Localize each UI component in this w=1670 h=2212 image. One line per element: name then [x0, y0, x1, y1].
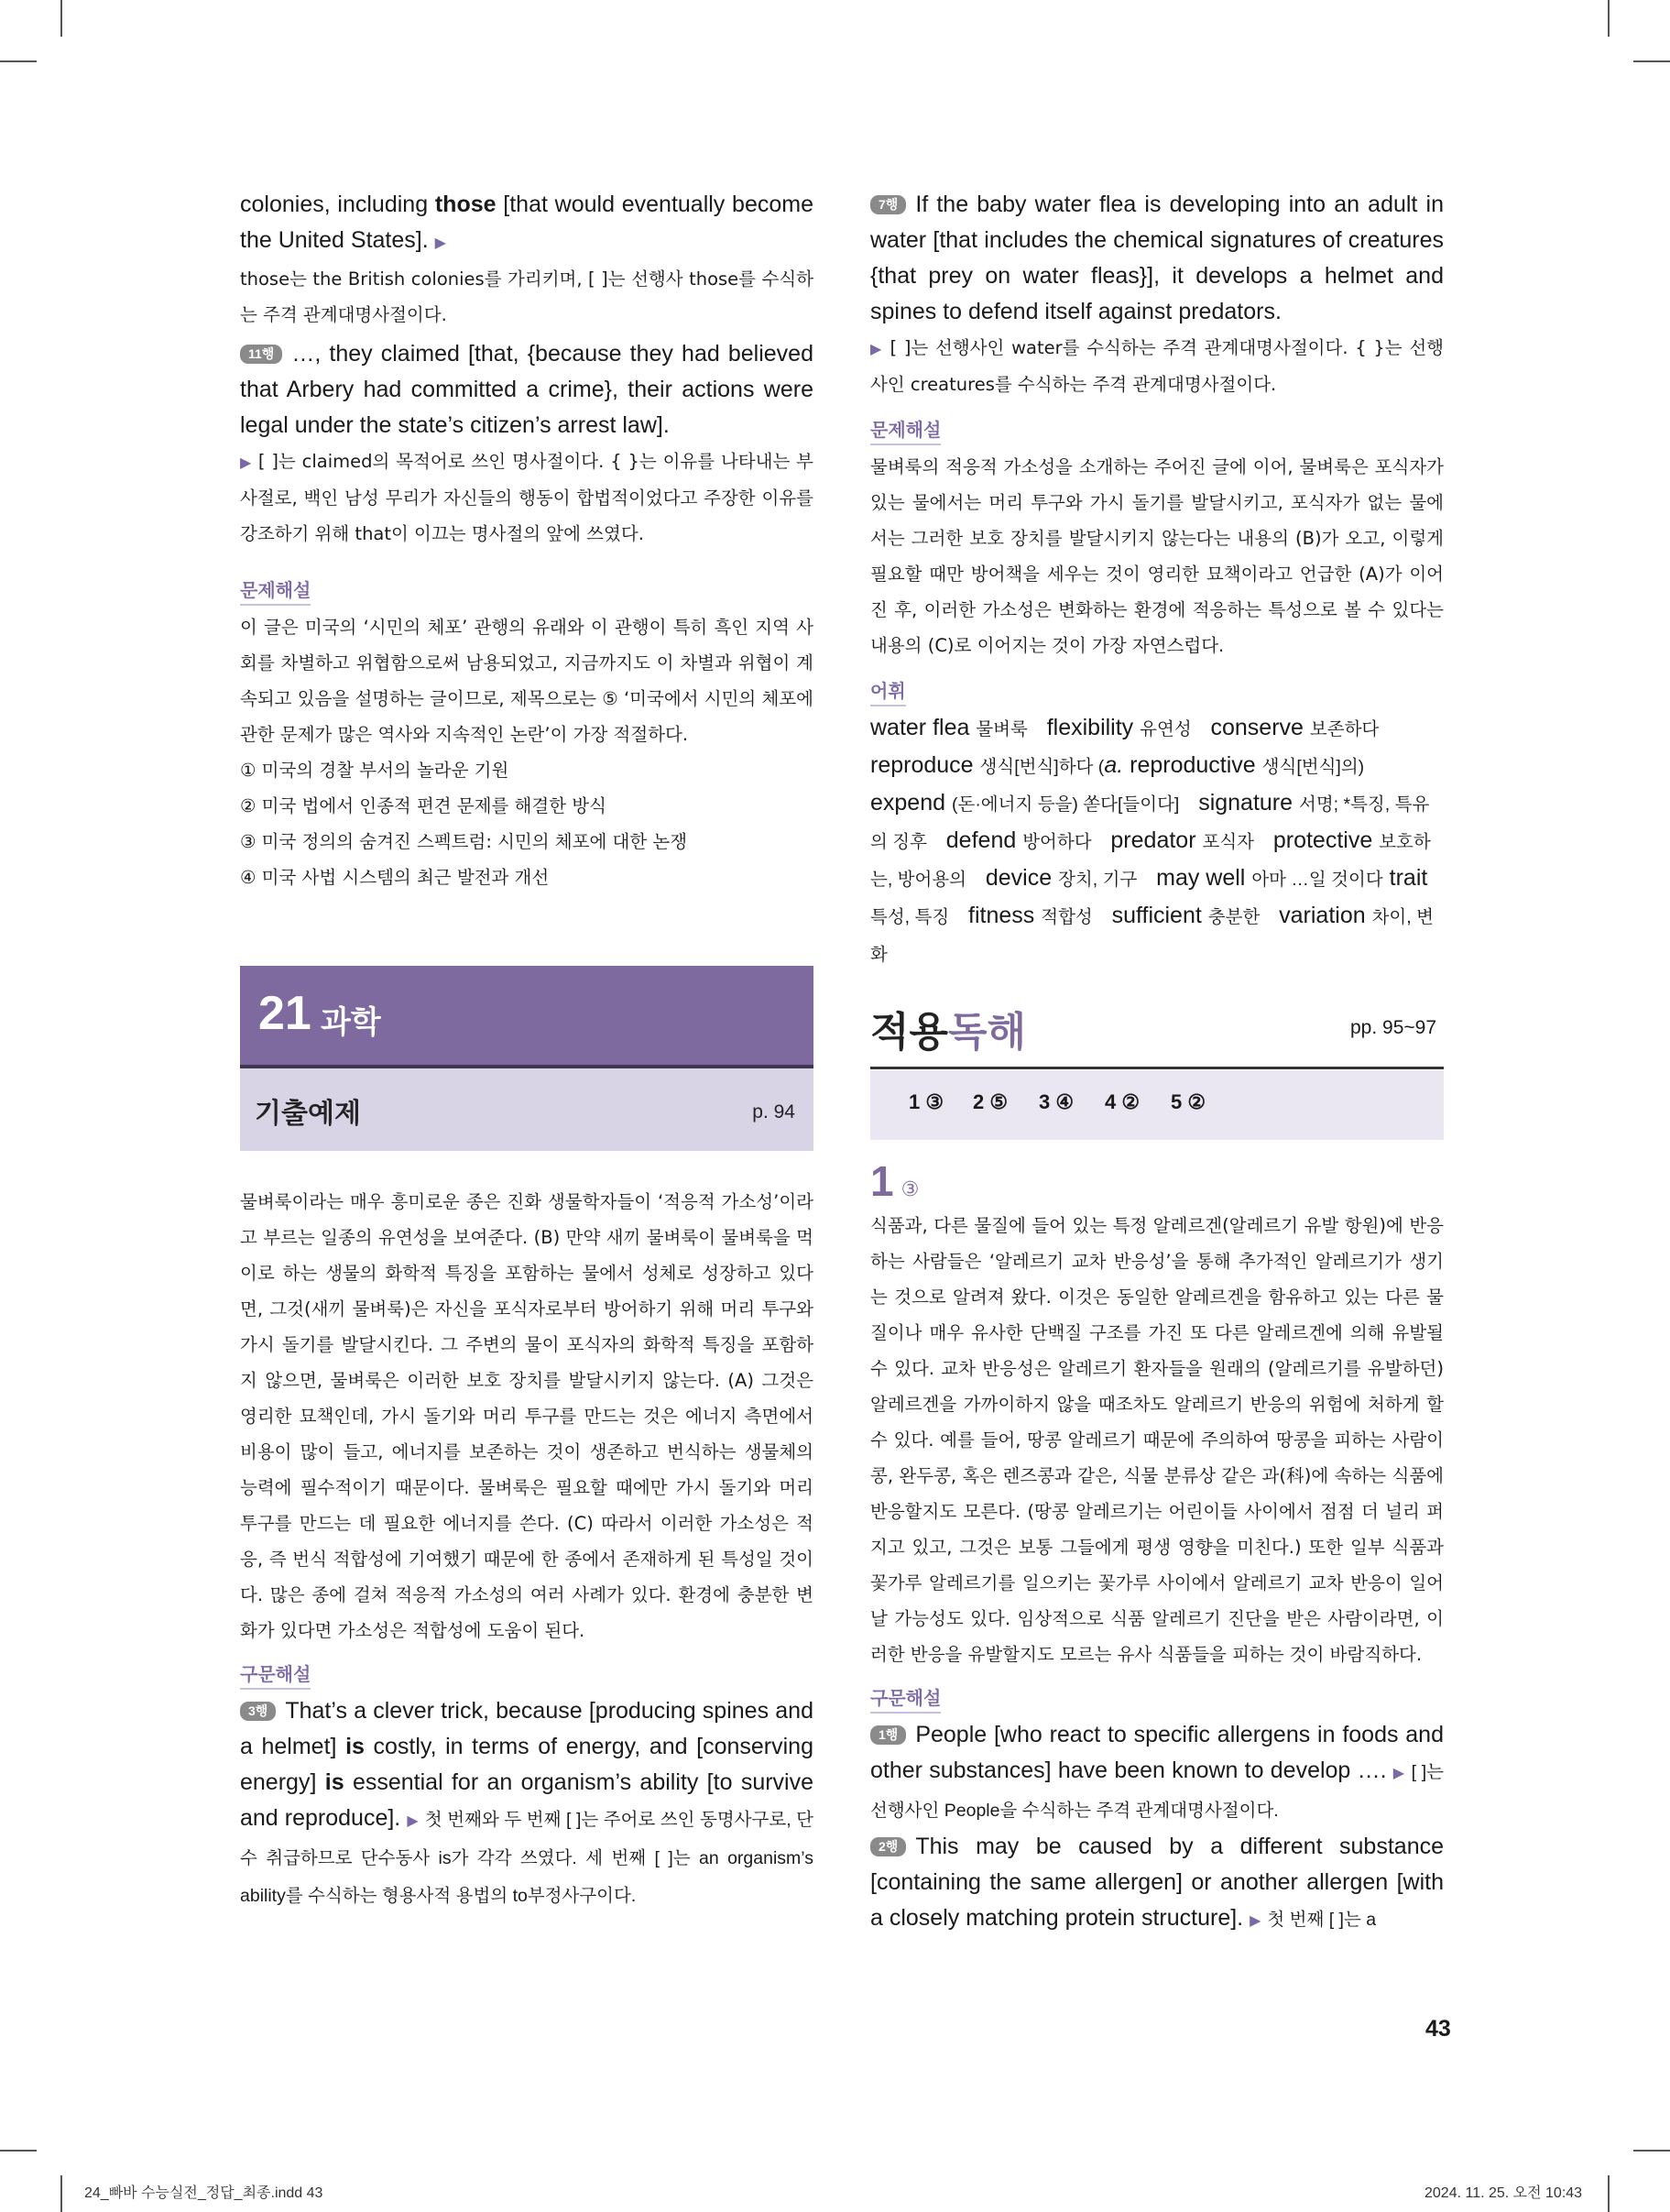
crop-mark — [0, 60, 37, 62]
vocab-en: protective — [1272, 827, 1373, 853]
apply-pages: pp. 95~97 — [1350, 1017, 1437, 1038]
line11-note-text: [ ]는 claimed의 목적어로 쓰인 명사절이다. { }는 이유를 나타내는 부사절로, 백인 남성 무리가 자신들의 행동이 합법적이었다고 주장한 이유를 강조하기 위해 that이 이끄는 명사절의 앞에 쓰였다. — [240, 451, 813, 544]
vocab-ko: 생식[번식]의) — [1261, 757, 1365, 777]
divider — [870, 1067, 1444, 1069]
line3-text-b: costly, in terms of energy, and [conserving energy] — [240, 1734, 813, 1795]
vocab-ko: 충분한 — [1207, 907, 1261, 927]
q1-line2-sentence — [870, 1829, 1444, 1939]
line7-note-text: [ ]는 선행사인 water를 수식하는 주격 관계대명사절이다. { }는 선행사인 creatures를 수식하는 주격 관계대명사절이다. — [870, 337, 1444, 395]
answer-item: 3 ④ — [1039, 1090, 1075, 1113]
question-number: 1 — [870, 1157, 894, 1205]
section-label: 문제해설 — [870, 417, 941, 445]
question-answer: ③ — [900, 1178, 920, 1201]
example-bar — [240, 1068, 813, 1151]
vocab-ko: 차이, 변화 — [870, 907, 1434, 965]
vocab-en: fitness — [968, 903, 1035, 928]
line11-text: …, they claimed [that, {because they had believed that Arbery had committed a crime}, their actions were legal under the state’s citizen’s arrest law]. — [240, 341, 813, 438]
unit-name: 과학 — [321, 1004, 381, 1041]
crop-mark — [1633, 2150, 1670, 2152]
vocab-en: flexibility — [1046, 715, 1134, 740]
apply-title-b: 독해 — [948, 1009, 1027, 1056]
vocab-en: variation — [1279, 903, 1366, 928]
crop-mark — [1608, 2175, 1610, 2212]
q1-translation: 식품과, 다른 물질에 들어 있는 특정 알레르겐(알레르기 유발 항원)에 반응하는 사람들은 ‘알레르기 교차 반응성’을 통해 추가적인 알레르기가 생기는 것으로 알려져 왔다. 이것은 동일한 알레르겐을 함유하고 있는 다른 물질이나 매우 유사한 단백질 구조를 가진 또 다른 알레르겐에 의해 유발될 수 있다. 교차 반응성은 알레르기 환자들을 원래의 (알레르기를 유발하던) 알레르겐을 가까이하지 않을 때조차도 알레르기 반응의 위험에 처하게 할 수 있다. 예를 들어, 땅콩 알레르기 때문에 주의하여 땅콩을 피하는 사람이 콩, 완두콩, 혹은 렌즈콩과 같은, 식물 분류상 같은 과(科)에 속하는 식품에 반응할지도 모른다. (땅콩 알레르기는 어린이들 사이에서 점점 더 널리 퍼지고 있고, 그것은 보통 그들에게 평생 영향을 미친다.) 또한 일부 식품과 꽃가루 알레르기를 일으키는 꽃가루 사이에서 알레르기 교차 반응이 일어날 가능성도 있다. 임상적으로 식품 알레르기 진단을 받은 사람이라면, 이러한 반응을 유발할지도 모르는 유사 식품들을 피하는 것이 바람직하다. — [870, 1215, 1444, 1665]
pointer-icon: ▶ — [1392, 1766, 1405, 1781]
vocab-ko: 적합성 — [1041, 907, 1093, 927]
line3-text-c: essential for an organism’s ability [to survive and reproduce]. — [240, 1769, 814, 1831]
crop-mark — [1608, 0, 1610, 37]
apply-title-a: 적용 — [870, 1009, 949, 1056]
line11-note — [240, 443, 813, 552]
pointer-icon: ▶ — [1250, 1913, 1261, 1929]
line-badge: 2행 — [870, 1837, 906, 1856]
section-label: 구문해설 — [870, 1685, 941, 1714]
answer-item: 5 ② — [1171, 1090, 1206, 1113]
line3-note: 첫 번째와 두 번째 [ ]는 주어로 쓰인 동명사구로, 단수 취급하므로 단수동사 is가 각각 쓰였다. 세 번째 [ ]는 an organism’s ability를 수식하는 형용사적 용법의 to부정사구이다. — [240, 1810, 814, 1906]
vocab-en: a. — [1104, 752, 1124, 778]
right-column-top — [870, 187, 1444, 973]
vocab-en: device — [985, 865, 1053, 891]
vocab-en: signature — [1198, 790, 1293, 816]
line-badge: 11행 — [240, 345, 282, 364]
line3-bold: is — [345, 1734, 365, 1759]
answer-item: 1 ③ — [909, 1090, 944, 1113]
vocab-en: expend — [870, 790, 946, 816]
vocab-ko: 방어하다 — [1022, 832, 1092, 852]
section-label: 문제해설 — [240, 577, 311, 606]
continued-sentence-text: colonies, including those [that would eventually become the United States]. — [240, 192, 813, 253]
pointer-icon: ▶ — [870, 340, 883, 357]
line-badge: 1행 — [870, 1725, 906, 1745]
option-item: ① 미국의 경찰 부서의 놀라운 기원 — [240, 760, 509, 781]
vocab-list — [870, 710, 1444, 973]
answer-item: 2 ⑤ — [973, 1090, 1009, 1113]
continued-note: those는 the British colonies를 가리키며, [ ]는 선행사 those를 수식하는 주격 관계대명사절이다. — [240, 268, 813, 325]
unit-number: 21 — [258, 987, 311, 1040]
answer-key — [870, 1070, 1444, 1140]
crop-mark — [0, 2150, 37, 2152]
vocab-ko: 보호하는, 방어용의 — [870, 832, 1431, 890]
line3-sentence — [240, 1693, 813, 1914]
vocab-ko: 아마 …일 것이다 — [1251, 870, 1383, 890]
example-page: p. 94 — [752, 1101, 795, 1122]
line-badge: 7행 — [870, 195, 906, 214]
option-item: ④ 미국 사법 시스템의 최근 발전과 개선 — [240, 867, 550, 888]
pointer-icon: ▶ — [434, 235, 446, 251]
example-title: 기출예제 — [255, 1098, 361, 1130]
crop-mark — [60, 2175, 62, 2212]
explanation: 이 글은 미국의 ‘시민의 체포’ 관행의 유래와 이 관행이 특히 흑인 지역 사회를 차별하고 위협함으로써 남용되었고, 지금까지도 이 차별과 위협이 계속되고 있음을 설명하는 글이므로, 제목으로는 ⑤ ‘미국에서 시민의 체포에 관한 문제가 많은 역사와 지속적인 논란’이 가장 적절하다. — [240, 617, 813, 745]
explanation: 물벼룩의 적응적 가소성을 소개하는 주어진 글에 이어, 물벼룩은 포식자가 있는 물에서는 머리 투구와 가시 돌기를 발달시키고, 포식자가 없는 물에서는 그러한 보호 장치를 발달시키지 않는다는 내용의 (B)가 오고, 이렇게 필요할 때만 방어책을 세우는 것이 영리한 묘책이라고 언급한 (A)가 이어진 후, 이러한 가소성은 변화하는 환경에 적응하는 특성으로 볼 수 있다는 내용의 (C)로 이어지는 것이 가장 자연스럽다. — [870, 456, 1444, 656]
vocab-ko: (돈·에너지 등을) 쏟다[들이다] — [951, 794, 1180, 815]
crop-mark — [60, 0, 62, 37]
apply-title — [870, 999, 1026, 1057]
line7-sentence — [870, 187, 1444, 330]
pointer-icon: ▶ — [407, 1813, 419, 1829]
vocab-en: reproductive — [1130, 752, 1256, 778]
section-label: 어휘 — [870, 678, 906, 706]
q1-line2-text: This may be caused by a different substance [containing the same allergen] or another allergen [with a closely matching protein structure]. — [870, 1834, 1444, 1931]
vocab-en: water flea — [870, 715, 970, 740]
footer-file: 24_빠바 수능실전_정답_최종.indd 43 — [84, 2185, 323, 2201]
vocab-ko: 보존하다 — [1309, 719, 1380, 739]
unit-banner — [240, 966, 813, 1068]
vocab-en: predator — [1110, 827, 1196, 853]
left-column-top — [240, 187, 813, 895]
vocab-ko: 유연성 — [1140, 719, 1192, 739]
vocab-en: trait — [1389, 865, 1428, 891]
page-number: 43 — [1425, 2016, 1451, 2042]
vocab-en: conserve — [1210, 715, 1304, 740]
vocab-ko: 장치, 기구 — [1058, 870, 1138, 890]
pointer-icon: ▶ — [240, 454, 252, 471]
continued-sentence — [240, 187, 813, 261]
vocab-en: may well — [1156, 865, 1246, 891]
vocab-en: sufficient — [1111, 903, 1202, 928]
line7-note — [870, 330, 1444, 402]
section-label: 구문해설 — [240, 1661, 311, 1690]
example-translation: 물벼룩이라는 매우 흥미로운 종은 진화 생물학자들이 ‘적응적 가소성’이라고 부르는 일종의 유연성을 보여준다. (B) 만약 새끼 물벼룩이 물벼룩을 먹이로 하는 생물의 화학적 특징을 포함하는 물에서 성체로 성장하고 있다면, 그것(새끼 물벼룩)은 자신을 포식자로부터 방어하기 위해 머리 투구와 가시 돌기를 발달시킨다. 그 주변의 물이 포식자의 화학적 특징을 포함하지 않으면, 물벼룩은 이러한 보호 장치를 발달시키지 않는다. (A) 그것은 영리한 묘책인데, 가시 돌기와 머리 투구를 만드는 것은 에너지 측면에서 비용이 많이 들고, 에너지를 보존하는 것이 생존하고 번식하는 생물체의 능력에 필수적이기 때문이다. 물벼룩은 필요할 때에만 가시 돌기와 머리 투구를 만드는 데 필요한 에너지를 쓴다. (C) 따라서 이러한 가소성은 적응, 즉 번식 적합성에 기여했기 때문에 한 종에서 존재하게 된 특성일 것이다. 많은 종에 걸쳐 적응적 가소성의 여러 사례가 있다. 환경에 충분한 변화가 있다면 가소성은 적합성에 도움이 된다. — [240, 1191, 813, 1641]
vocab-ko: 생식[번식]하다 ( — [979, 757, 1105, 777]
option-item: ③ 미국 정의의 숨겨진 스펙트럼: 시민의 체포에 대한 논쟁 — [240, 831, 688, 852]
vocab-ko: 포식자 — [1202, 832, 1254, 852]
bold-word: those — [434, 192, 497, 217]
q1-line2-note: 첫 번째 [ ]는 a — [1267, 1910, 1377, 1930]
q1-line1-note: [ ]는 선행사인 People을 수식하는 주격 관계대명사절이다. — [870, 1762, 1445, 1821]
vocab-en: reproduce — [870, 752, 974, 778]
crop-mark — [1633, 60, 1670, 62]
vocab-ko: 서명; *특징, 특유의 징후 — [870, 794, 1430, 852]
left-column-bottom — [240, 1184, 813, 1914]
q1-line1-sentence — [870, 1717, 1444, 1829]
q1-line1-text: People [who react to specific allergens in foods and other substances] have been known to develop …. — [870, 1722, 1444, 1783]
line-badge: 3행 — [240, 1702, 276, 1721]
line11-sentence — [240, 336, 813, 443]
option-item: ② 미국 법에서 인종적 편견 문제를 해결한 방식 — [240, 795, 606, 816]
line7-text: If the baby water flea is developing into an adult in water [that includes the chemical signatures of creatures {that prey on water fleas}], it develops a helmet and spines to defend itself against predators. — [870, 192, 1444, 324]
vocab-en: defend — [945, 827, 1017, 853]
line3-bold: is — [324, 1769, 344, 1795]
footer-timestamp: 2024. 11. 25. 오전 10:43 — [1424, 2185, 1583, 2201]
vocab-ko: 특성, 특징 — [870, 907, 950, 927]
answer-item: 4 ② — [1105, 1090, 1141, 1113]
vocab-ko: 물벼룩 — [976, 719, 1028, 739]
question-heading — [870, 1156, 919, 1206]
line3-text-a: That’s a clever trick, because [producing spines and a helmet] — [240, 1698, 813, 1759]
right-column-bottom — [870, 1208, 1444, 1939]
